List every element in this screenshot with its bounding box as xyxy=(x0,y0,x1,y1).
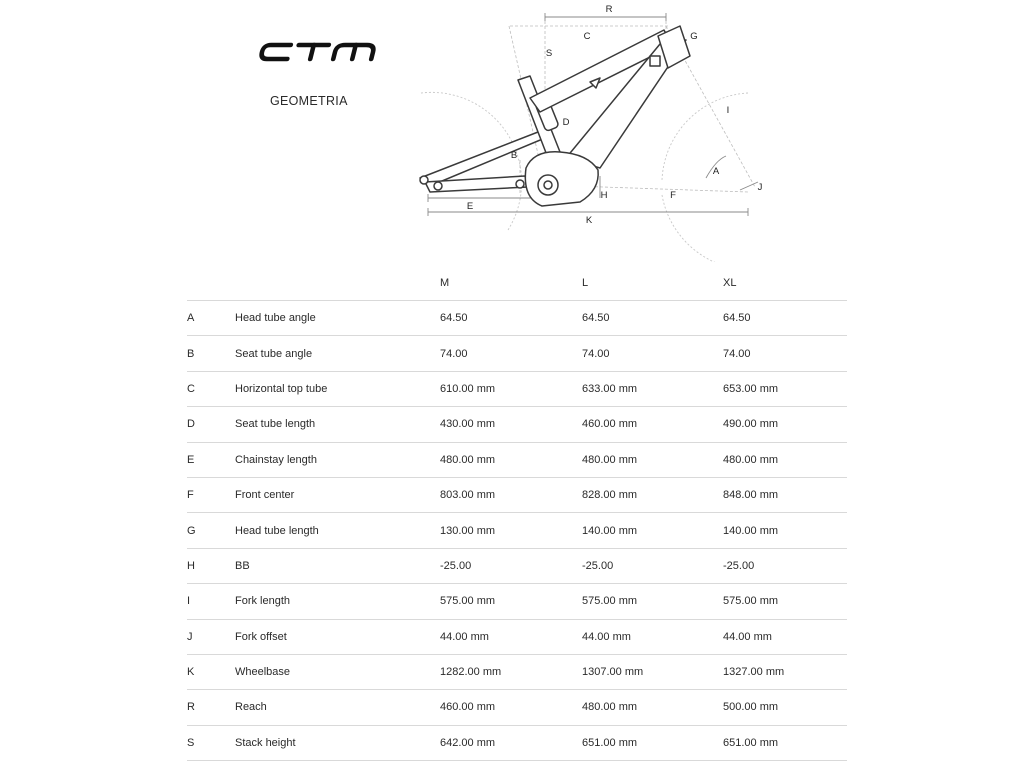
value-l: 74.00 xyxy=(582,336,723,371)
value-xl: -25.00 xyxy=(723,548,847,583)
value-m: 44.00 mm xyxy=(440,619,582,654)
row-name: Front center xyxy=(235,477,440,512)
table-row xyxy=(187,548,847,583)
table-row xyxy=(187,477,847,512)
diagram-label-e: E xyxy=(466,201,474,212)
value-xl: 140.00 mm xyxy=(723,513,847,548)
value-m: -25.00 xyxy=(440,548,582,583)
value-m: 64.50 xyxy=(440,301,582,336)
table-row xyxy=(187,654,847,689)
diagram-label-d: D xyxy=(562,117,570,128)
table-header-row xyxy=(187,266,847,301)
value-l: 140.00 mm xyxy=(582,513,723,548)
row-name: Fork offset xyxy=(235,619,440,654)
value-m: 610.00 mm xyxy=(440,371,582,406)
value-xl: 575.00 mm xyxy=(723,584,847,619)
value-m: 803.00 mm xyxy=(440,477,582,512)
column-header-m: M xyxy=(440,266,582,301)
value-xl: 74.00 xyxy=(723,336,847,371)
row-key: A xyxy=(187,301,235,336)
table-row xyxy=(187,513,847,548)
diagram-label-c: C xyxy=(583,31,591,42)
row-key: I xyxy=(187,584,235,619)
row-name: Wheelbase xyxy=(235,654,440,689)
value-xl: 44.00 mm xyxy=(723,619,847,654)
row-name: Stack height xyxy=(235,725,440,760)
table-row xyxy=(187,584,847,619)
row-name: Head tube length xyxy=(235,513,440,548)
table-row xyxy=(187,301,847,336)
table-row xyxy=(187,690,847,725)
row-name: BB xyxy=(235,548,440,583)
row-name: Reach xyxy=(235,690,440,725)
header-name-cell xyxy=(235,266,440,301)
value-l: -25.00 xyxy=(582,548,723,583)
row-name: Fork length xyxy=(235,584,440,619)
value-xl: 1327.00 mm xyxy=(723,654,847,689)
value-m: 575.00 mm xyxy=(440,584,582,619)
table-row xyxy=(187,619,847,654)
row-key: R xyxy=(187,690,235,725)
value-l: 828.00 mm xyxy=(582,477,723,512)
row-key: K xyxy=(187,654,235,689)
page-title: GEOMETRIA xyxy=(270,94,348,108)
value-xl: 490.00 mm xyxy=(723,407,847,442)
diagram-label-b: B xyxy=(510,150,518,161)
value-m: 480.00 mm xyxy=(440,442,582,477)
row-key: B xyxy=(187,336,235,371)
row-name: Horizontal top tube xyxy=(235,371,440,406)
diagram-label-i: I xyxy=(726,105,730,116)
table-row xyxy=(187,371,847,406)
value-l: 460.00 mm xyxy=(582,407,723,442)
value-m: 1282.00 mm xyxy=(440,654,582,689)
diagram-label-g: G xyxy=(690,31,698,42)
diagram-label-j: J xyxy=(757,182,763,193)
value-l: 480.00 mm xyxy=(582,690,723,725)
diagram-label-r: R xyxy=(605,4,613,15)
column-header-xl: XL xyxy=(723,266,847,301)
value-l: 1307.00 mm xyxy=(582,654,723,689)
header-key-cell xyxy=(187,266,235,301)
value-xl: 848.00 mm xyxy=(723,477,847,512)
value-l: 633.00 mm xyxy=(582,371,723,406)
table-row xyxy=(187,336,847,371)
row-key: D xyxy=(187,407,235,442)
row-name: Seat tube angle xyxy=(235,336,440,371)
value-l: 651.00 mm xyxy=(582,725,723,760)
value-m: 642.00 mm xyxy=(440,725,582,760)
value-m: 430.00 mm xyxy=(440,407,582,442)
value-l: 44.00 mm xyxy=(582,619,723,654)
row-key: C xyxy=(187,371,235,406)
geometry-diagram xyxy=(400,0,800,262)
row-key: F xyxy=(187,477,235,512)
value-xl: 480.00 mm xyxy=(723,442,847,477)
column-header-l: L xyxy=(582,266,723,301)
value-m: 460.00 mm xyxy=(440,690,582,725)
row-name: Head tube angle xyxy=(235,301,440,336)
diagram-label-s: S xyxy=(545,48,553,59)
row-key: G xyxy=(187,513,235,548)
row-key: E xyxy=(187,442,235,477)
table-row xyxy=(187,725,847,760)
row-key: S xyxy=(187,725,235,760)
value-xl: 653.00 mm xyxy=(723,371,847,406)
diagram-label-f: F xyxy=(670,190,676,201)
value-xl: 64.50 xyxy=(723,301,847,336)
value-l: 64.50 xyxy=(582,301,723,336)
table-row xyxy=(187,407,847,442)
value-m: 130.00 mm xyxy=(440,513,582,548)
row-key: H xyxy=(187,548,235,583)
value-l: 575.00 mm xyxy=(582,584,723,619)
value-m: 74.00 xyxy=(440,336,582,371)
value-xl: 651.00 mm xyxy=(723,725,847,760)
table-row xyxy=(187,442,847,477)
value-l: 480.00 mm xyxy=(582,442,723,477)
ctm-logo xyxy=(258,40,382,64)
geometry-table xyxy=(187,266,847,761)
diagram-label-a: A xyxy=(712,166,720,177)
row-name: Chainstay length xyxy=(235,442,440,477)
row-key: J xyxy=(187,619,235,654)
diagram-label-h: H xyxy=(600,190,608,201)
row-name: Seat tube length xyxy=(235,407,440,442)
diagram-label-k: K xyxy=(585,215,593,226)
value-xl: 500.00 mm xyxy=(723,690,847,725)
